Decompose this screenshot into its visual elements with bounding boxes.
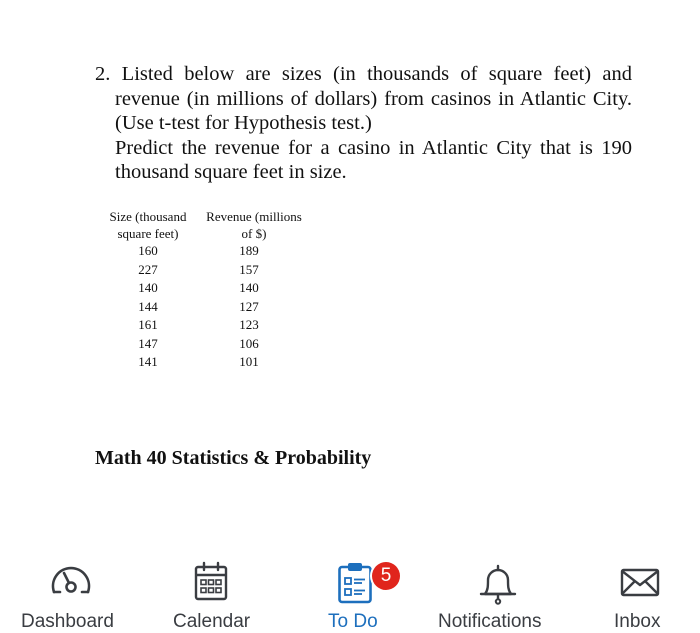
size-column-header [100, 209, 196, 242]
tab-label-to-do: To Do [328, 611, 378, 632]
data-table [100, 209, 312, 372]
table-row [100, 316, 312, 335]
table-row [100, 353, 312, 372]
table-row [100, 261, 312, 280]
size-cell: 160 [138, 243, 158, 258]
clipboard-icon [337, 561, 373, 605]
tab-inbox[interactable] [570, 552, 700, 630]
size-cell: 144 [138, 298, 158, 314]
revenue-cell: 106 [239, 335, 259, 351]
revenue-cell: 101 [239, 354, 259, 369]
tab-notifications[interactable] [425, 552, 570, 630]
calendar-icon [193, 561, 229, 603]
table-row [100, 242, 312, 261]
table-row [100, 279, 312, 298]
revenue-column-header [196, 209, 312, 242]
size-cell: 141 [138, 354, 158, 369]
course-title: Math 40 Statistics & Probability [95, 447, 372, 469]
revenue-cell: 123 [239, 317, 259, 332]
table-row [100, 335, 312, 354]
size-header-line1: Size (thousand [109, 209, 187, 224]
tab-label-calendar: Calendar [173, 611, 251, 632]
tab-label-notifications: Notifications [438, 611, 542, 632]
table-row [100, 298, 312, 317]
tab-label-inbox: Inbox [614, 611, 661, 632]
table-header-row [100, 209, 312, 242]
tab-label-dashboard: Dashboard [21, 611, 114, 632]
tab-dashboard[interactable] [0, 552, 140, 630]
size-cell: 161 [138, 317, 158, 332]
size-header-line2: square feet) [117, 225, 179, 241]
revenue-header-line2: of $) [241, 225, 267, 241]
revenue-cell: 140 [239, 280, 259, 295]
size-cell: 140 [138, 280, 158, 295]
envelope-icon [620, 561, 660, 597]
problem-paragraph-2: Predict the revenue for a casino in Atlantic City that is 190 thousand square feet in size. [115, 136, 632, 183]
revenue-header-line1: Revenue (millions [206, 209, 302, 224]
problem-paragraph-1: 2. Listed below are sizes (in thousands of square feet) and revenue (in millions of dollars) from casinos in Atlantic City. (Use t-test for Hypothesis test.) [95, 63, 632, 134]
tab-to-do[interactable] [285, 552, 425, 630]
problem-statement [95, 62, 632, 185]
revenue-cell: 157 [239, 261, 259, 277]
size-cell: 227 [138, 261, 158, 277]
bottom-tab-bar [0, 552, 700, 630]
size-cell: 147 [138, 335, 158, 351]
tab-calendar[interactable] [140, 552, 285, 630]
todo-count-badge: 5 [372, 562, 400, 590]
gauge-icon [49, 561, 93, 601]
revenue-cell: 189 [239, 243, 259, 258]
bell-icon [479, 561, 517, 605]
revenue-cell: 127 [239, 298, 259, 314]
